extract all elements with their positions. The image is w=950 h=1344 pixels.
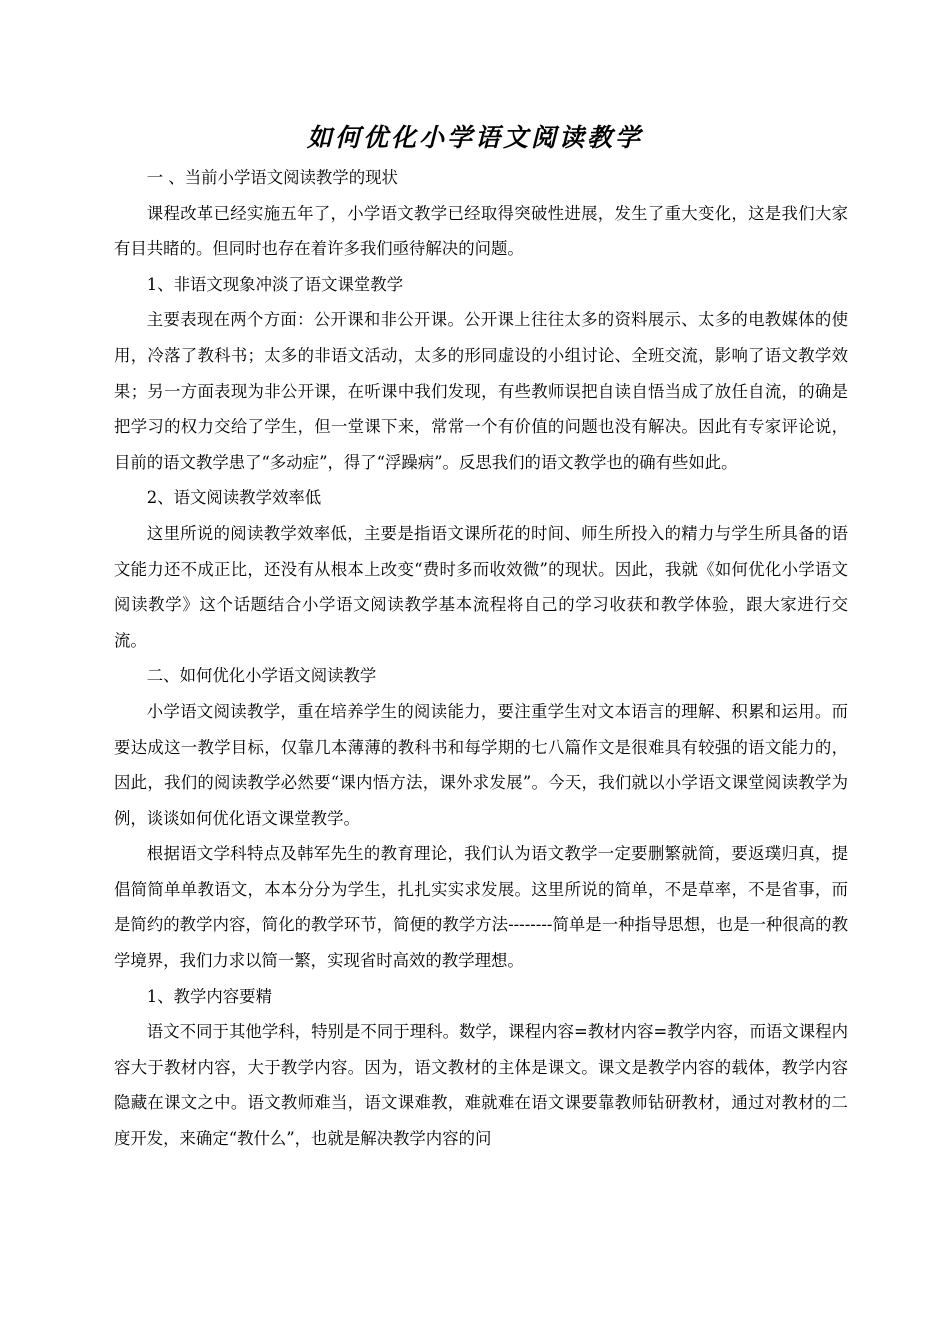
paragraph: 这里所说的阅读教学效率低，主要是指语文课所花的时间、师生所投入的精力与学生所具备的语文能力还不成正比，还没有从根本上改变“费时多而收效微”的现状。因此，我就《如何优化小学语文阅读教学》这个话题结合小学语文阅读教学基本流程将自己的学习收获和教学体验，跟大家进行交流。 [114,523,848,650]
paragraph: 课程改革已经实施五年了，小学语文教学已经取得突破性进展，发生了重大变化，这是我们大家有目共睹的。但同时也存在着许多我们亟待解决的问题。 [114,203,848,259]
subheading-2-1: 1、教学内容要精 [146,986,272,1006]
document-body [114,160,848,1157]
subheading-1-2: 2、语文阅读教学效率低 [146,488,322,508]
paragraph: 语文不同于其他学科，特别是不同于理科。数学，课程内容=教材内容=教学内容，而语文课程内容大于教材内容，大于教学内容。因为，语文教材的主体是课文。课文是教学内容的载体，教学内容隐藏在课文之中。语文教师难当，语文课难教，难就难在语文课要靠教师钻研教材，通过对教材的二度开发，来确定“教什么”，也就是解决教学内容的问 [114,1022,848,1149]
paragraph: 根据语文学科特点及韩军先生的教育理论，我们认为语文教学一定要删繁就简，要返璞归真，提倡简简单单教语文，本本分分为学生，扎扎实实求发展。这里所说的简单，不是草率，不是省事，而是简约的教学内容，简化的教学环节，简便的教学方法--------简单是一种指导思想，也是一种很高的教学境界，我们力求以简一繁，实现省时高效的教学理想。 [114,844,848,971]
document-title: 如何优化小学语文阅读教学 [306,123,643,152]
paragraph: 主要表现在两个方面：公开课和非公开课。公开课上往往太多的资料展示、太多的电教媒体的使用，冷落了教科书；太多的非语文活动，太多的形同虚设的小组讨论、全班交流，影响了语文教学效果；另一方面表现为非公开课，在听课中我们发现，有些教师误把自读自悟当成了放任自流，的确是把学习的权力交给了学生，但一堂课下来，常常一个有价值的问题也没有解决。因此有专家评论说，目前的语文教学患了“多动症”，得了“浮躁病”。反思我们的语文教学也的确有些如此。 [114,310,848,472]
heading-section-1: 一 、当前小学语文阅读教学的现状 [146,168,398,187]
subheading-1-1: 1、非语文现象冲淡了语文课堂教学 [146,274,404,294]
paragraph: 小学语文阅读教学，重在培养学生的阅读能力，要注重学生对文本语言的理解、积累和运用。而要达成这一教学目标，仅靠几本薄薄的教科书和每学期的七八篇作文是很难具有较强的语文能力的，因此，我们的阅读教学必然要“课内悟方法，课外求发展”。今天，我们就以小学语文课堂阅读教学为例，谈谈如何优化语文课堂教学。 [114,701,848,828]
heading-section-2: 二、如何优化小学语文阅读教学 [146,666,377,686]
